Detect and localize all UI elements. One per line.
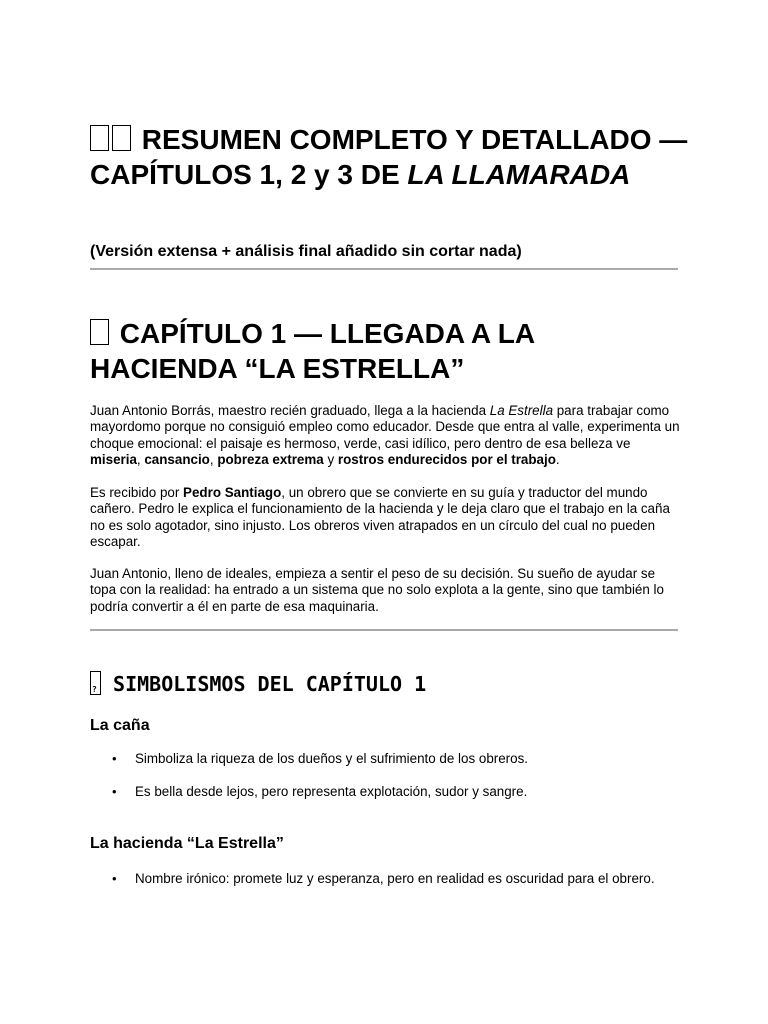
list-item: • Nombre irónico: promete luz y esperanza, pero en realidad es oscuridad para el obrero.	[90, 871, 690, 887]
missing-glyph-icon	[90, 125, 109, 151]
title-text: RESUMEN COMPLETO Y DETALLADO — CAPÍTULOS 1, 2 y 3 DE	[90, 124, 688, 190]
text-run: ,	[136, 451, 145, 467]
missing-glyph-icon	[112, 125, 131, 151]
chapter-1-paragraph-1	[90, 403, 682, 468]
symbols-heading	[90, 671, 426, 697]
section-divider	[90, 629, 678, 631]
hacienda-list	[90, 871, 690, 904]
missing-glyph-icon	[90, 319, 109, 345]
text-run: y	[323, 451, 338, 467]
chapter-1-heading-text: CAPÍTULO 1 — LLEGADA A LA HACIENDA “LA ESTRELLA”	[90, 318, 535, 384]
bold-text: miseria	[90, 451, 137, 467]
list-item: • Es bella desde lejos, pero representa explotación, sudor y sangre.	[90, 784, 690, 800]
symbols-heading-text: SIMBOLISMOS DEL CAPÍTULO 1	[113, 672, 427, 696]
text-run: , un obrero que se convierte en su guía y traductor del mundo cañero. Pedro le explica el funcionamiento de la hacienda y le deja claro que el trabajo en la caña no es solo agotador, sino injusto. Los obreros viven atrapados en un círculo del cual no pueden escapar.	[90, 485, 670, 549]
subsection-title-hacienda: La hacienda “La Estrella”	[90, 835, 284, 852]
list-item: • Simboliza la riqueza de los dueños y el sufrimiento de los obreros.	[90, 751, 690, 767]
title-italic-text: LA LLAMARADA	[407, 159, 631, 190]
bold-text: Pedro Santiago	[183, 485, 282, 500]
text-run: para trabajar como mayordomo porque no consiguió empleo como educador. Desde que entra al valle, experimenta un choque emocional: el paisaje es hermoso, verde, casi idílico, pero dentro de esa belleza ve	[90, 403, 680, 451]
cana-list	[90, 751, 690, 817]
subsection-title-cana: La caña	[90, 717, 150, 734]
chapter-1-heading	[90, 316, 678, 386]
chapter-1-paragraph-2	[90, 485, 682, 550]
section-divider	[90, 268, 678, 270]
text-run: ,	[209, 451, 218, 467]
text-run: .	[555, 451, 560, 467]
text-run: Es recibido por	[90, 485, 184, 500]
page-title	[90, 122, 690, 192]
chapter-1-paragraph-3: Juan Antonio, lleno de ideales, empieza a sentir el peso de su decisión. Su sueño de ayudar se topa con la realidad: ha entrado a un sistema que no solo explota a la gente, sino que también lo podría convertir a él en parte de esa maquinaria.	[90, 566, 664, 614]
bold-text: rostros endurecidos por el trabajo	[337, 451, 556, 467]
bold-text: cansancio	[144, 451, 210, 467]
bold-text: pobreza extrema	[217, 451, 324, 467]
text-run: Juan Antonio Borrás, maestro recién graduado, llega a la hacienda	[90, 403, 490, 418]
missing-glyph-icon	[90, 671, 101, 695]
subtitle: (Versión extensa + análisis final añadido sin cortar nada)	[90, 243, 522, 260]
italic-text: La Estrella	[489, 403, 554, 418]
